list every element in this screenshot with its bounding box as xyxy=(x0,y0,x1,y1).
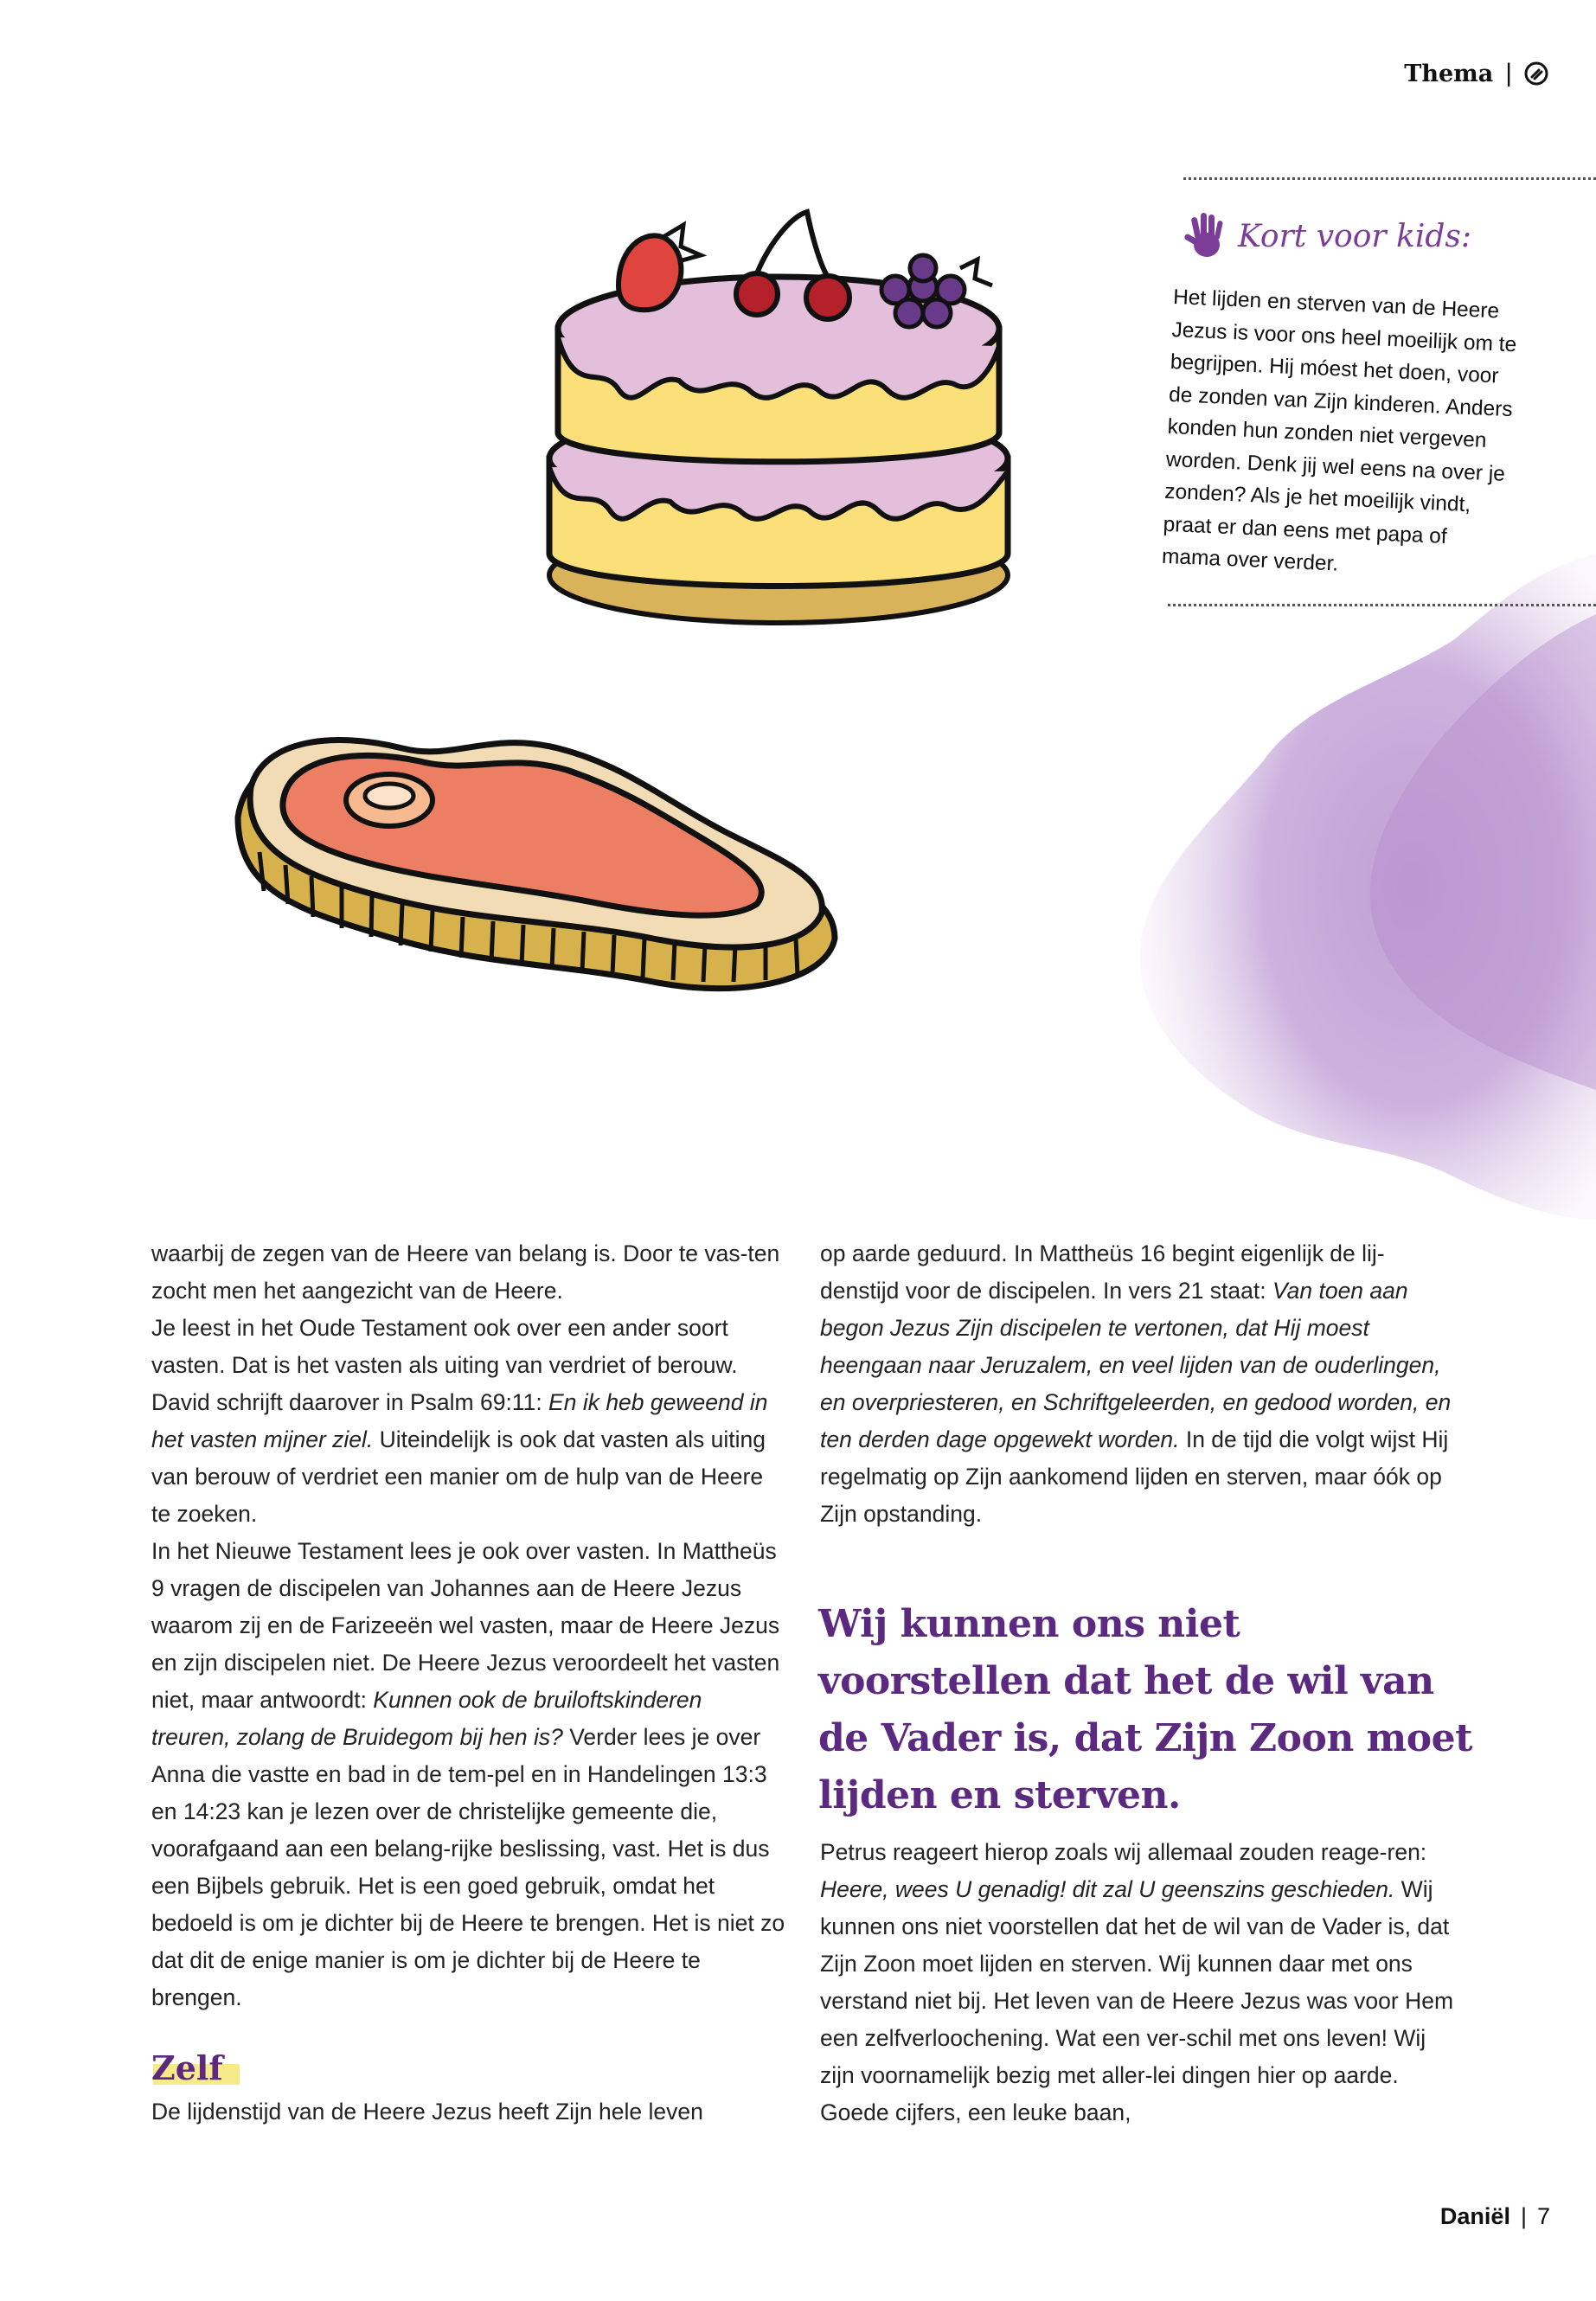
text-run: In de tijd die volgt wijst Hij regelmatig op Zijn aankomend lijden en sterven, maar óók op Zijn opstanding. xyxy=(820,1426,1449,1527)
body-column-left xyxy=(151,1235,787,2016)
body-column-right-continued xyxy=(820,1834,1456,2131)
handprint-icon xyxy=(1183,210,1231,262)
page-footer xyxy=(1440,2203,1550,2230)
text-run: Je leest in het Oude Testament ook over een ander soort vasten. Dat is het vasten als uiting van verdriet of berouw. David schrijft daarover in Psalm 69:11: xyxy=(151,1315,738,1415)
text-run: op aarde geduurd. In Mattheüs 16 begint eigenlijk de lij-denstijd voor de discipelen. In vers 21 staat: xyxy=(820,1240,1385,1304)
magazine-name: Daniël xyxy=(1439,2203,1510,2229)
paragraph: waarbij de zegen van de Heere van belang is. Door te vas-ten zocht men het aangezicht van de Heere. xyxy=(151,1240,780,1304)
watercolor-splash xyxy=(1125,536,1596,1228)
kids-box-bottom-divider xyxy=(1168,604,1596,606)
kids-box-title-text: Kort voor kids: xyxy=(1238,218,1472,254)
body-column-left-continued: De lijdenstijd van de Heere Jezus heeft Zijn hele leven xyxy=(151,2099,703,2125)
kids-box-top-divider xyxy=(1183,177,1596,180)
paragraph xyxy=(820,1235,1456,1533)
scripture-quote: Heere, wees U genadig! dit zal U geenszins geschieden. xyxy=(820,1876,1395,1902)
text-run: Wij kunnen ons niet voorstellen dat het de wil van de Vader is, dat Zijn Zoon moet lijden en sterven. Wij kunnen daar met ons verstand niet bij. Het leven van de Heere Jezus was voor Hem een zelfverloochening. Wat een ver-schil met ons leven! Wij zijn voornamelijk bezig met aller-lei dingen hier op aarde. Goede cijfers, een leuke baan, xyxy=(820,1876,1454,2125)
paperclip-icon xyxy=(1524,61,1548,86)
ham-illustration xyxy=(221,722,843,1025)
cake-illustration xyxy=(532,208,1025,649)
kids-box-text: Het lijden en sterven van de Heere Jezus is voor ons heel moeilijk om te begrijpen. Hij móest het doen, voor de zonden van Zijn kinderen. Anders konden hun zonden niet vergeven worden. Denk jij wel eens na over je zonden? Als je het moeilijk vindt, praat er dan eens met papa of mama over verder. xyxy=(1161,285,1517,576)
page-header xyxy=(1404,59,1548,88)
text-run: Uiteindelijk is ook dat vasten als uiting van berouw of verdriet een manier om de hulp van de Heere te zoeken. xyxy=(151,1426,766,1527)
text-run: Petrus reageert hierop zoals wij allemaal zouden reage-ren: xyxy=(820,1839,1427,1865)
paragraph xyxy=(151,1533,787,2016)
footer-separator: | xyxy=(1520,2203,1527,2229)
text-run: Verder lees je over Anna die vastte en bad in de tem-pel en in Handelingen 13:3 en 14:23 kan je lezen over de christelijke gemeente die, voorafgaand aan een belang-rijke beslissing, vast. Het is dus een Bijbels gebruik. Het is een goed gebruik, omdat het bedoeld is om je dichter bij de Heere te brengen. Het is niet zo dat dit de enige manier is om je dichter bij de Heere te brengen. xyxy=(151,1724,785,2010)
scripture-quote: En ik heb geweend in het vasten mijner ziel. xyxy=(151,1389,768,1452)
text-run: In het Nieuwe Testament lees je ook over vasten. In Mattheüs 9 vragen de discipelen van Johannes aan de Heere Jezus waarom zij en de Farizeeën wel vasten, maar de Heere Jezus en zijn discipelen niet. De Heere Jezus veroordeelt het vasten niet, maar antwoordt: xyxy=(151,1538,780,1713)
body-column-right xyxy=(820,1235,1456,1533)
paragraph xyxy=(151,1310,787,1533)
section-subheading xyxy=(151,2048,223,2087)
scripture-quote: Kunnen ook de bruiloftskinderen treuren, zolang de Bruidegom bij hen is? xyxy=(151,1687,702,1750)
pull-quote: Wij kunnen ons niet voorstellen dat het de wil van de Vader is, dat Zijn Zoon moet lijden en sterven. xyxy=(818,1602,1472,1817)
section-label: Thema xyxy=(1404,60,1494,87)
kids-box-title xyxy=(1183,210,1471,262)
scripture-quote: Van toen aan begon Jezus Zijn discipelen te vertonen, dat Hij moest heengaan naar Jeruzalem, en veel lijden van de ouderlingen, en overpriesteren, en Schriftgeleerden, en gedood worden, en ten derden dage opgewekt worden. xyxy=(820,1278,1452,1452)
page-number: 7 xyxy=(1536,2203,1550,2229)
header-separator: | xyxy=(1505,59,1512,87)
subheading-text: Zelf xyxy=(151,2048,223,2087)
